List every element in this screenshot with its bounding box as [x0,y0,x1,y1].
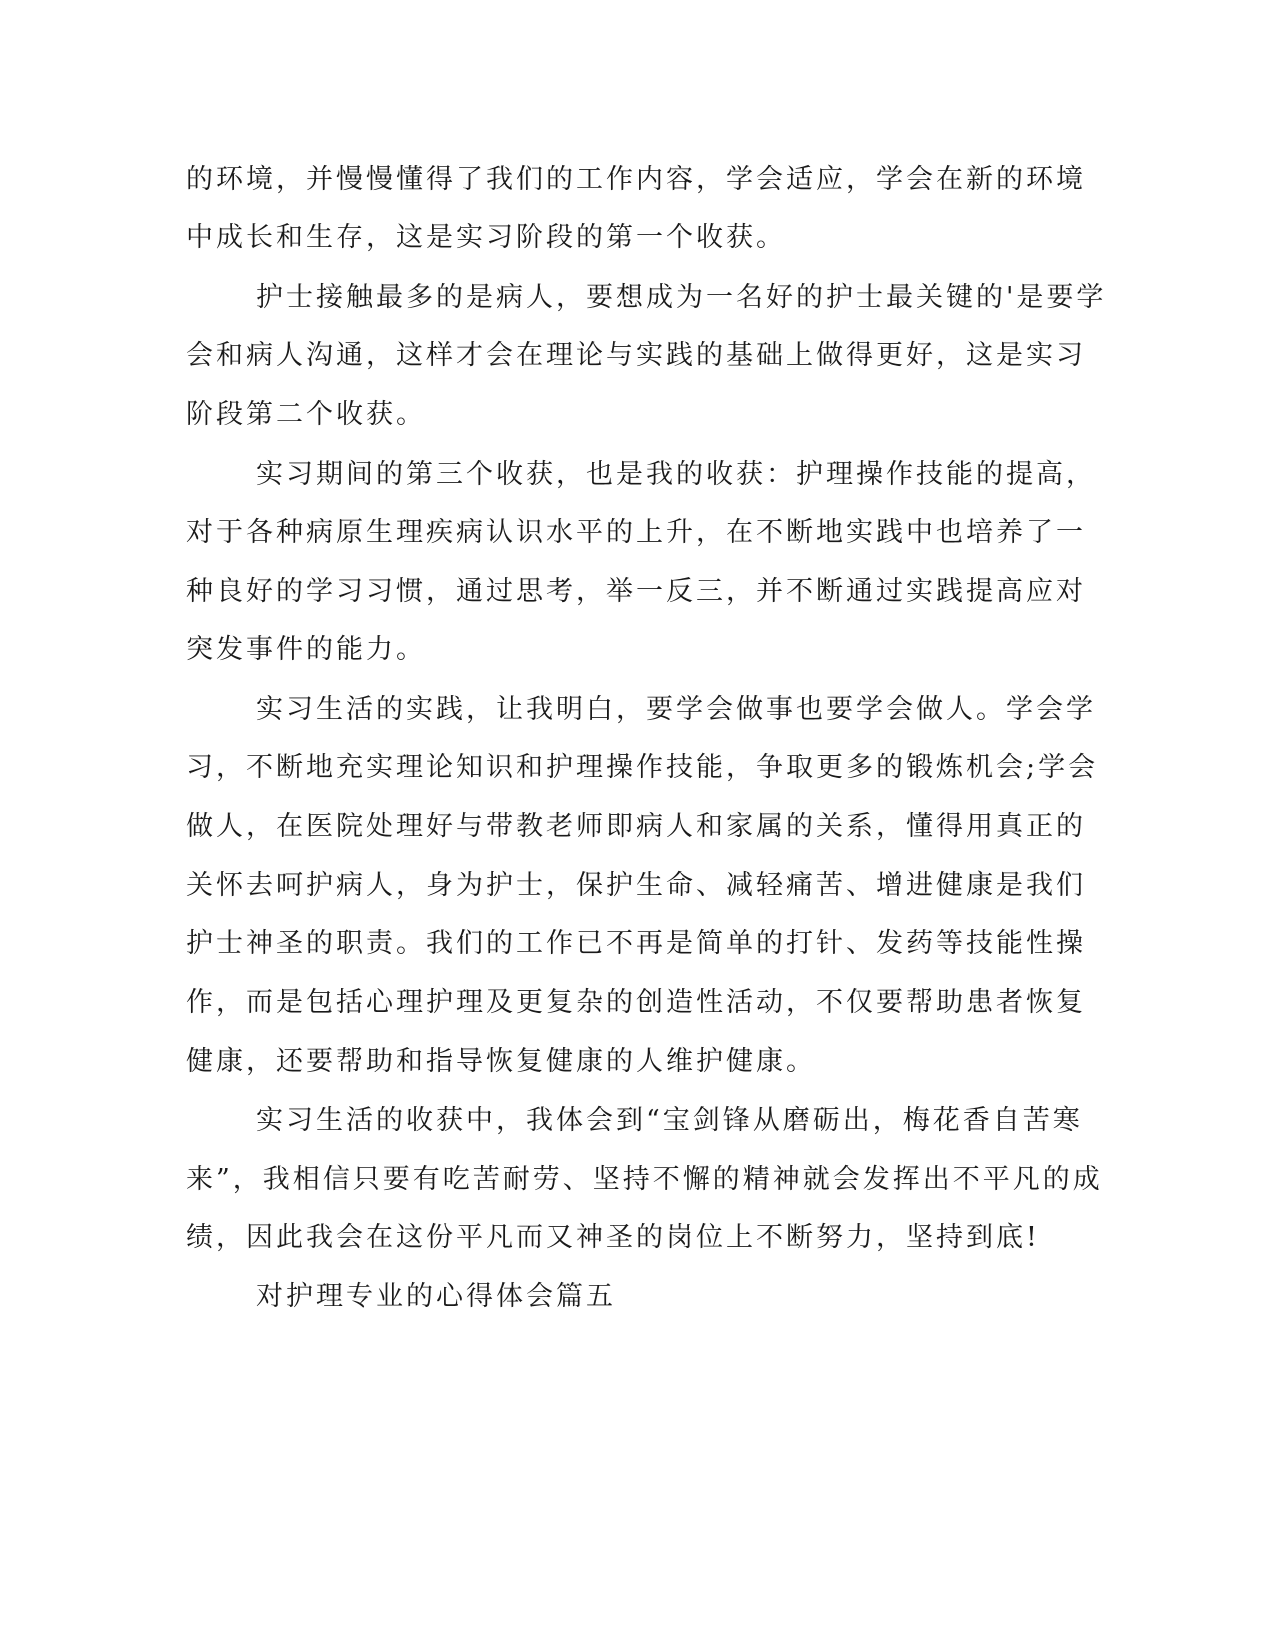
text-line-7: 对于各种病原生理疾病认识水平的上升，在不断地实践中也培养了一 [186,517,1086,548]
text-line-12: 做人，在医院处理好与带教老师即病人和家属的关系，懂得用真正的 [186,811,1086,842]
text-line-6: 实习期间的第三个收获，也是我的收获：护理操作技能的提高， [256,459,1096,490]
text-line-16: 健康，还要帮助和指导恢复健康的人维护健康。 [186,1046,816,1077]
text-line-9: 突发事件的能力。 [186,634,426,665]
text-line-2: 中成长和生存，这是实习阶段的第一个收获。 [186,222,786,253]
text-line-4: 会和病人沟通，这样才会在理论与实践的基础上做得更好，这是实习 [186,340,1086,371]
text-line-10: 实习生活的实践，让我明白，要学会做事也要学会做人。学会学 [256,694,1096,725]
text-line-18: 来”，我相信只要有吃苦耐劳、坚持不懈的精神就会发挥出不平凡的成 [186,1164,1103,1195]
text-line-3: 护士接触最多的是病人，要想成为一名好的护士最关键的'是要学 [256,282,1107,313]
text-line-1: 的环境，并慢慢懂得了我们的工作内容，学会适应，学会在新的环境 [186,164,1086,195]
text-line-8: 种良好的学习习惯，通过思考，举一反三，并不断通过实践提高应对 [186,576,1086,607]
section-heading: 对护理专业的心得体会篇五 [256,1281,616,1312]
text-line-15: 作，而是包括心理护理及更复杂的创造性活动，不仅要帮助患者恢复 [186,987,1086,1018]
text-line-11: 习，不断地充实理论知识和护理操作技能，争取更多的锻炼机会;学会 [186,752,1099,783]
text-line-19: 绩，因此我会在这份平凡而又神圣的岗位上不断努力，坚持到底! [186,1222,1040,1253]
text-line-13: 关怀去呵护病人，身为护士，保护生命、减轻痛苦、增进健康是我们 [186,870,1086,901]
text-line-14: 护士神圣的职责。我们的工作已不再是简单的打针、发药等技能性操 [186,928,1086,959]
text-line-17: 实习生活的收获中，我体会到“宝剑锋从磨砺出，梅花香自苦寒 [256,1105,1083,1136]
text-line-5: 阶段第二个收获。 [186,399,426,430]
